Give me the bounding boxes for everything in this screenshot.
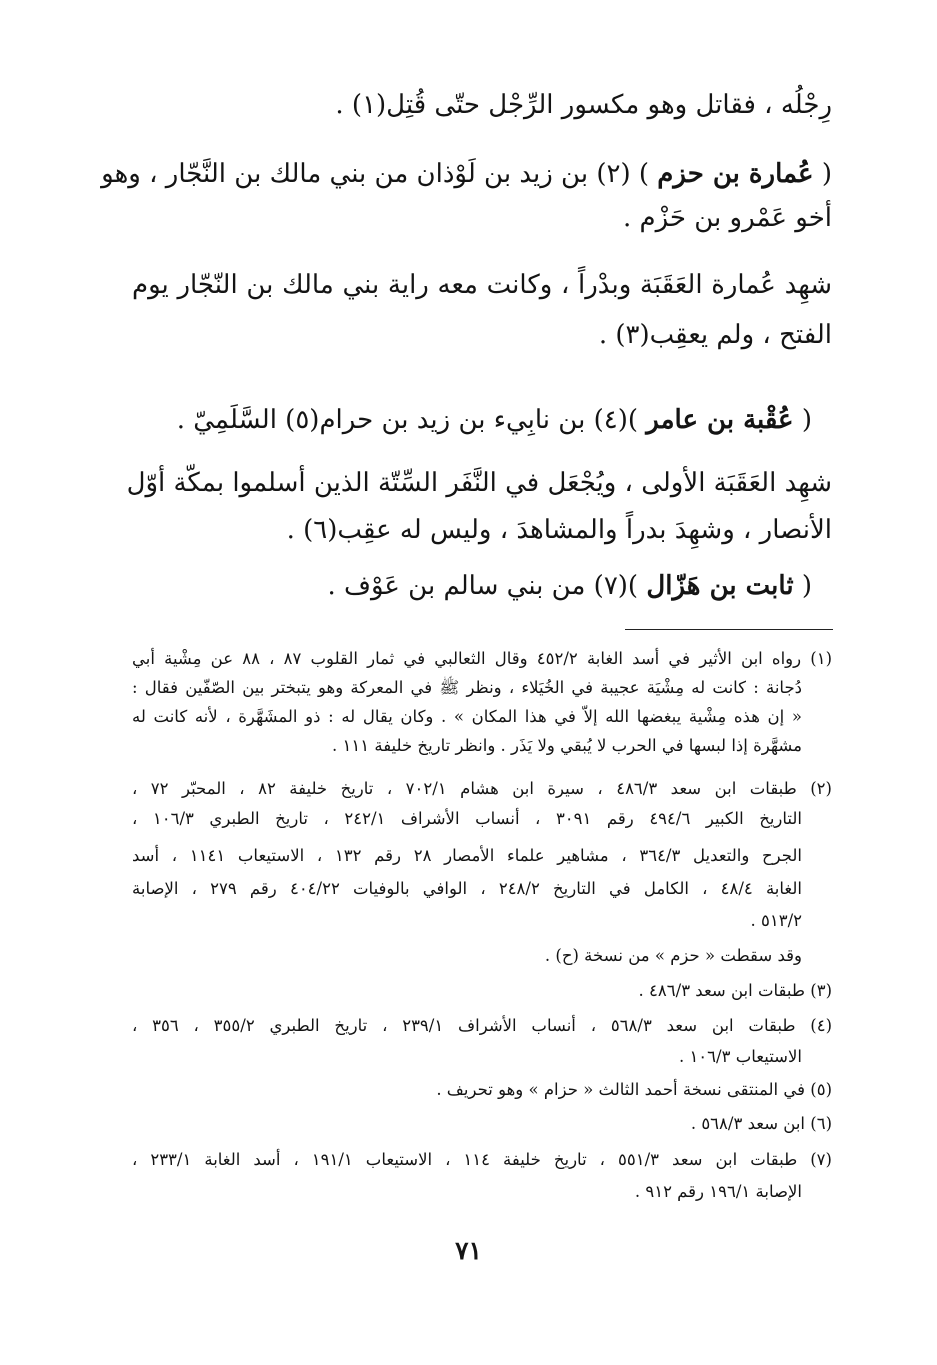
- footnote-line: (٢) طبقات ابن سعد ٤٨٦/٣ ، سيرة ابن هشام ٧٠٢/١ ، تاريخ خليفة ٨٢ ، المحبّر ٧٢ ،: [132, 779, 832, 798]
- entry-open-paren: (: [793, 571, 812, 601]
- entry-umara-line: [101, 157, 832, 191]
- body-line-1: رِجْلُه ، فقاتل وهو مكسور الرِّجْل حتّى قُتِل(١) .: [335, 90, 832, 120]
- body-line-4: شهِد عُمارة العَقَبَة وبدْراً ، وكانت معه راية بني مالك بن النّجّار يوم: [132, 270, 832, 300]
- entry-open-paren: (: [793, 405, 812, 435]
- entry-open-paren: (: [813, 159, 832, 189]
- body-line-7: شهِد العَقَبَة الأولى ، ويُجْعَل في النَّفَر السِّتّة الذين أسلموا بمكّة أوّل: [126, 468, 832, 498]
- footnote-line: مشهَّرة إذا لبسها في الحرب لا يُبقي ولا يَذَر . وانظر تاريخ خليفة ١١١ .: [332, 736, 802, 755]
- entry-thabit-line: [327, 569, 812, 603]
- entry-uqba-line: [177, 403, 812, 437]
- entry-umara-text: بن زيد بن لَوْذان من بني مالك بن النَّجّار ، وهو: [101, 159, 589, 189]
- footnote-separator: [625, 629, 833, 630]
- footnote-line: الاستيعاب ١٠٦/٣ .: [678, 1047, 802, 1066]
- entry-name-uqba: عُقْبة بن عامر: [646, 405, 794, 435]
- footnote-line: (٦) ابن سعد ٥٦٨/٣ .: [690, 1114, 832, 1133]
- footnote-line: الجرح والتعديل ٣٦٤/٣ ، مشاهير علماء الأمصار ٢٨ رقم ١٣٢ ، الاستيعاب ١١٤١ ، أسد: [132, 846, 803, 865]
- footnote-line: وقد سقطت « حزم » من نسخة (ح) .: [544, 946, 802, 965]
- footnote-line: « إن هذه مِشْية يبغضها الله إلاّ في هذا المكان » . وكان يقال له : ذو المشَهَّرة ، لأنه كانت له: [132, 707, 802, 726]
- entry-thabit-text: من بني سالم بن عَوْف .: [327, 571, 586, 601]
- body-line-5: الفتح ، ولم يعقِب(٣) .: [598, 320, 832, 350]
- footnote-line: (٥) في المنتقى نسخة أحمد الثالث « حزام » وهو تحريف .: [436, 1080, 832, 1099]
- footnote-line: الغابة ٤٨/٤ ، الكامل في التاريخ ٢٤٨/٢ ، الوافي بالوفيات ٤٠٤/٢٢ رقم ٢٧٩ ، الإصابة: [132, 879, 802, 898]
- footnote-line: ٥١٣/٢ .: [750, 911, 802, 930]
- footnote-line: الإصابة ١٩٦/١ رقم ٩١٢ .: [634, 1182, 802, 1201]
- entry-uqba-text: بن نابِيء بن زيد بن حرام(٥) السَّلَمِيّ .: [176, 405, 586, 435]
- entry-close-paren: ) (٢): [588, 159, 658, 189]
- footnote-line: (١) رواه ابن الأثير في أسد الغابة ٤٥٢/٢ وقال الثعالبي في ثمار القلوب ٨٧ ، ٨٨ عن مِشْية أبي: [132, 649, 833, 668]
- body-line-8: الأنصار ، وشهِدَ بدراً والمشاهدَ ، وليس له عقِب(٦) .: [286, 515, 832, 545]
- footnote-line: (٣) طبقات ابن سعد ٤٨٦/٣ .: [638, 981, 832, 1000]
- footnote-line: التاريخ الكبير ٤٩٤/٦ رقم ٣٠٩١ ، أنساب الأشراف ٢٤٢/١ ، تاريخ الطبري ١٠٦/٣ ،: [132, 809, 803, 828]
- entry-name-umara: عُمارة بن حزم: [657, 159, 814, 189]
- footnote-line: (٧) طبقات ابن سعد ٥٥١/٣ ، تاريخ خليفة ١١٤ ، الاستيعاب ١٩١/١ ، أسد الغابة ٢٣٣/١ ،: [132, 1150, 832, 1169]
- entry-name-thabit: ثابت بن هَزّال: [646, 571, 794, 601]
- body-line-3: أخو عَمْرو بن حَزْم .: [622, 203, 832, 233]
- page-number: ٧١: [455, 1236, 482, 1265]
- entry-close-paren: )(٧): [585, 571, 647, 601]
- footnote-line: دُجانة : كانت له مِشْيَة عجيبة في الخُيَلاء ، ونظر ﷺ في المعركة وهو يتبختر بين الصّفّين فقال :: [132, 678, 802, 697]
- entry-close-paren: )(٤): [585, 405, 647, 435]
- footnote-line: (٤) طبقات ابن سعد ٥٦٨/٣ ، أنساب الأشراف ٢٣٩/١ ، تاريخ الطبري ٣٥٥/٢ ، ٣٥٦ ،: [132, 1016, 833, 1035]
